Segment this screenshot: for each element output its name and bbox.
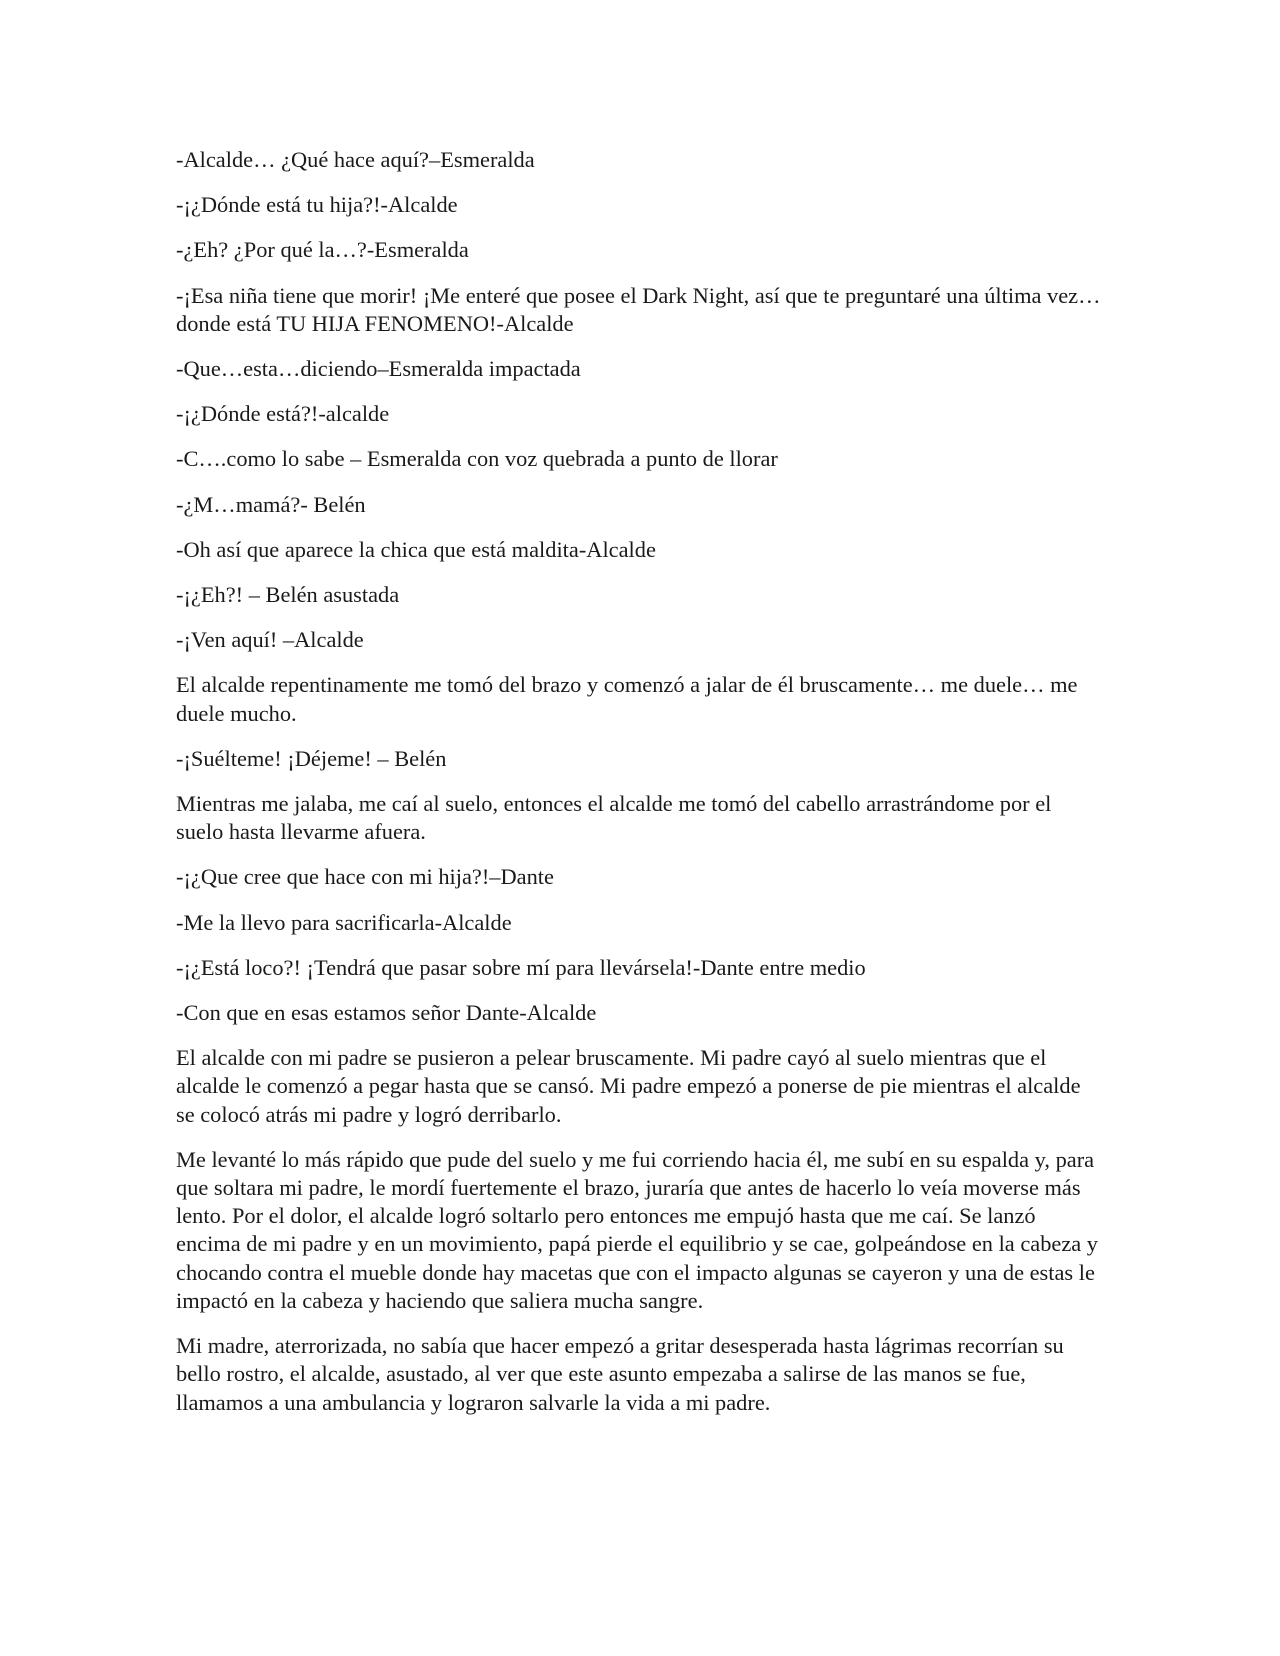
paragraph: -Me la llevo para sacrificarla-Alcalde [176, 909, 512, 935]
paragraph: -Oh así que aparece la chica que está maldita-Alcalde [176, 536, 656, 562]
paragraph: -C….como lo sabe – Esmeralda con voz quebrada a punto de llorar [176, 446, 778, 472]
paragraph: El alcalde repentinamente me tomó del brazo y comenzó a jalar de él bruscamente… me duele… me duele mucho. [176, 672, 1078, 726]
paragraph: -Con que en esas estamos señor Dante-Alcalde [176, 1000, 597, 1026]
paragraph: -Que…esta…diciendo–Esmeralda impactada [176, 356, 581, 382]
paragraph: -¿Eh? ¿Por qué la…?-Esmeralda [176, 237, 469, 263]
paragraph: Mi madre, aterrorizada, no sabía que hacer empezó a gritar desesperada hasta lágrimas recorrían su bello rostro, el alcalde, asustado, al ver que este asunto empezaba a salirse de las manos se fue, llamamos a una ambulancia y lograron salvarle la vida a mi padre. [176, 1333, 1064, 1415]
paragraph: -¡¿Está loco?! ¡Tendrá que pasar sobre mí para llevársela!-Dante entre medio [176, 954, 866, 980]
paragraph: -Alcalde… ¿Qué hace aquí?–Esmeralda [176, 147, 535, 172]
document-body [176, 146, 1101, 1434]
paragraph: -¡¿Eh?! – Belén asustada [176, 582, 400, 608]
paragraph: El alcalde con mi padre se pusieron a pelear bruscamente. Mi padre cayó al suelo mientras que el alcalde le comenzó a pegar hasta que se cansó. Mi padre empezó a ponerse de pie mientras el alcalde se colocó atrás mi padre y logró derribarlo. [176, 1045, 1081, 1127]
paragraph: Mientras me jalaba, me caí al suelo, entonces el alcalde me tomó del cabello arrastrándome por el suelo hasta llevarme afuera. [176, 791, 1052, 845]
paragraph: -¡Esa niña tiene que morir! ¡Me enteré que posee el Dark Night, así que te preguntaré una última vez… donde está TU HIJA FENOMENO!-Alcalde [176, 282, 1101, 336]
paragraph: -¡¿Que cree que hace con mi hija?!–Dante [176, 864, 554, 890]
paragraph: -¡Ven aquí! –Alcalde [176, 627, 364, 653]
paragraph: Me levanté lo más rápido que pude del suelo y me fui corriendo hacia él, me subí en su espalda y, para que soltara mi padre, le mordí fuertemente el brazo, juraría que antes de hacerlo lo veía moverse más lento. Por el dolor, el alcalde logró soltarlo pero entonces me empujó hasta que me caí. Se lanzó encima de mi padre y en un movimiento, papá pierde el equilibrio y se cae, golpeándose en la cabeza y chocando contra el mueble donde hay macetas que con el impacto algunas se cayeron y una de estas le impactó en la cabeza y haciendo que saliera mucha sangre. [176, 1146, 1099, 1313]
paragraph: -¿M…mamá?- Belén [176, 491, 366, 517]
paragraph: -¡¿Dónde está?!-alcalde [176, 401, 390, 427]
paragraph: -¡Suélteme! ¡Déjeme! – Belén [176, 745, 447, 771]
paragraph: -¡¿Dónde está tu hija?!-Alcalde [176, 192, 458, 218]
